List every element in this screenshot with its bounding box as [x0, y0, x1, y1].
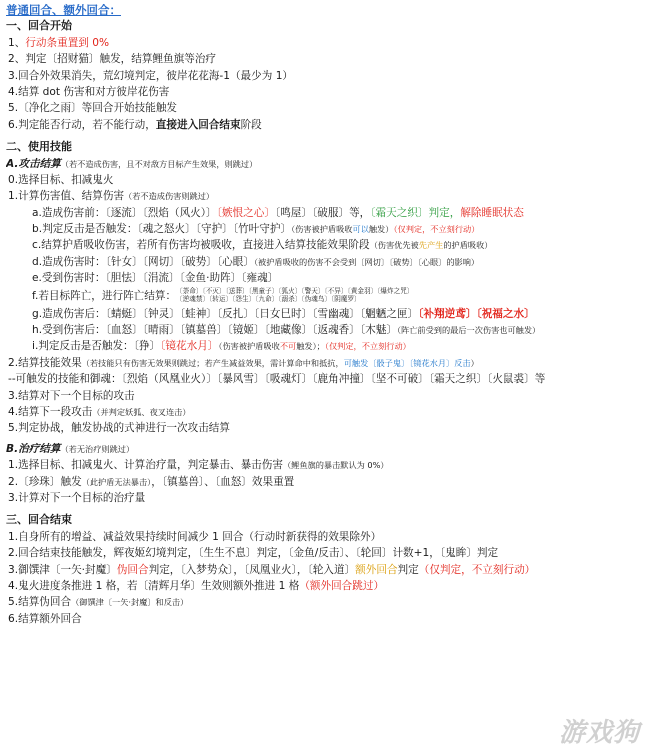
list-item: 3.御馔津〔一矢·封魔〕伪回合判定，〔入梦势众〕，〔凤凰业火〕，〔轮入道〕额外回合判定（仅判定，不立刻行动） [8, 563, 536, 576]
list-item: f.若目标阵亡，进行阵亡结算：〔荼命〕〔不灭〕〔送葬〕〔黑童子〕〔狐火〕〔警天〕〔不异〕〔黄金羽〕〔爆炸之咒〕 〔逆魂禁〕〔转运〕〔怨生〕〔九命〕〔溺杀〕〔伪魂鸟〕〔阴魔罗〕 [32, 287, 414, 303]
list-item: b.判定反击是否触发：〔魂之怒火〕〔守护〕〔竹叶守护〕（伤害被护盾吸收可以触发）（仅判定，不立刻行动） [32, 223, 480, 236]
list-item: h.受到伤害后：〔血怒〕〔晴雨〕〔镇墓兽〕〔镜姬〕〔地藏像〕〔返魂香〕〔木魅〕（阵亡前受到的最后一次伤害也可触发） [32, 324, 541, 337]
subheading-attack: A.攻击结算（若不造成伤害，且不对敌方目标产生效果，则跳过） [6, 157, 258, 170]
highlight-text: 行动条重置到 0% [25, 36, 110, 49]
list-item: 6.结算额外回合 [8, 612, 82, 625]
list-item: 4.结算下一段攻击（并判定妖狐、夜叉连击） [8, 405, 191, 418]
list-item: a.造成伤害前：〔逐流〕〔烈焰（风火）〕〔嫉恨之心〕〔鸣屋〕〔破服〕等，〔霜天之织〕判定，解除睡眠状态 [32, 206, 524, 219]
list-item: 2.结算技能效果（若技能只有伤害无效果则跳过；若产生减益效果，需计算命中和抵抗，可触发〔骰子鬼〕〔镜花水月〕反击） [8, 356, 479, 369]
grouped-list: 〔荼命〕〔不灭〕〔送葬〕〔黑童子〕〔狐火〕〔警天〕〔不异〕〔黄金羽〕〔爆炸之咒〕 〔逆魂禁〕〔转运〕〔怨生〕〔九命〕〔溺杀〕〔伪魂鸟〕〔阴魔罗〕 [176, 287, 414, 303]
list-item: 4.鬼火进度条推进 1 格，若〔清辉月华〕生效则额外推进 1 格（额外回合跳过） [8, 579, 385, 592]
list-item: d.造成伤害时：〔针女〕〔网切〕〔破势〕〔心眼〕（被护盾吸收的伤害不会受到〔网切〕〔破势〕〔心眼〕的影响） [32, 255, 480, 268]
bold-text: 直接进入回合结束 [155, 118, 241, 131]
list-item: 3.回合外效果消失，荒幻境判定，彼岸花花海-1（最少为 1） [8, 69, 294, 82]
list-item: g.造成伤害后：〔蜻蜓〕〔钟灵〕〔蛙神〕〔反扎〕〔日女巳时〕〔雪幽魂〕〔魍魉之匣〕〔补翔逆鸢〕〔祝福之水〕 [32, 307, 535, 320]
list-item: e.受到伤害时：〔胆怯〕〔涓流〕〔金鱼·助阵〕〔雍魂〕 [32, 272, 279, 285]
list-item: 1.自身所有的增益、减益效果持续时间减少 1 回合（行动时新获得的效果除外） [8, 530, 382, 543]
list-item: 1、行动条重置到 0% [8, 36, 110, 49]
section-heading-round-start: 一、回合开始 [6, 19, 72, 33]
list-item: i.判定反击是否触发：〔狰〕〔镜花水月〕（伤害被护盾吸收不可触发）；（仅判定，不立刻行动） [32, 340, 411, 353]
list-item: --可触发的技能和御魂：〔烈焰（风凰业火）〕〔暴风雪〕〔吸魂灯〕〔鹿角冲撞〕〔坚不可破〕〔霜天之织〕〔火鼠裘〕等 [8, 373, 546, 386]
list-item: 0.选择目标、扣减鬼火 [8, 173, 114, 186]
list-item: 2.〔珍珠〕触发（此护盾无法暴击），〔镇墓兽〕、〔血怒〕效果重置 [8, 475, 295, 488]
list-item: 2.回合结束技能触发，辉夜姬幻境判定，〔生生不息〕判定，〔金鱼/反击〕、〔轮回〕计数+1，〔鬼眸〕判定 [8, 547, 499, 560]
list-item: 3.结算对下一个目标的攻击 [8, 389, 135, 402]
subheading-heal: B.治疗结算（若无治疗则跳过） [6, 442, 135, 455]
list-item: 5.〔净化之雨〕等回合开始技能触发 [8, 102, 178, 115]
list-item: 1.选择目标、扣减鬼火、计算治疗量，判定暴击、暴击伤害（鲤鱼旗的暴击默认为 0%） [8, 459, 389, 472]
document-title: 普通回合、额外回合： [6, 3, 121, 17]
watermark-logo: 游戏狗 [558, 718, 640, 748]
list-item: c.结算护盾吸收伤害，若所有伤害均被吸收，直接进入结算技能效果阶段（伤害优先被先产生的护盾吸收） [32, 239, 493, 252]
list-item: 6.判定能否行动，若不能行动，直接进入回合结束阶段 [8, 118, 262, 131]
list-item: 2、判定〔招财猫〕触发，结算鲤鱼旗等治疗 [8, 53, 217, 66]
list-item: 1.计算伤害值、结算伤害（若不造成伤害则跳过） [8, 190, 215, 203]
section-heading-use-skill: 二、使用技能 [6, 140, 72, 154]
list-item: 5.判定协战，触发协战的式神进行一次攻击结算 [8, 422, 230, 435]
list-item: 4.结算 dot 伤害和对方彼岸花伤害 [8, 85, 170, 98]
list-item: 5.结算伪回合（御馔津〔一矢·封魔〕和反击） [8, 596, 189, 609]
list-item: 3.计算对下一个目标的治疗量 [8, 491, 146, 504]
section-heading-round-end: 三、回合结束 [6, 513, 72, 527]
